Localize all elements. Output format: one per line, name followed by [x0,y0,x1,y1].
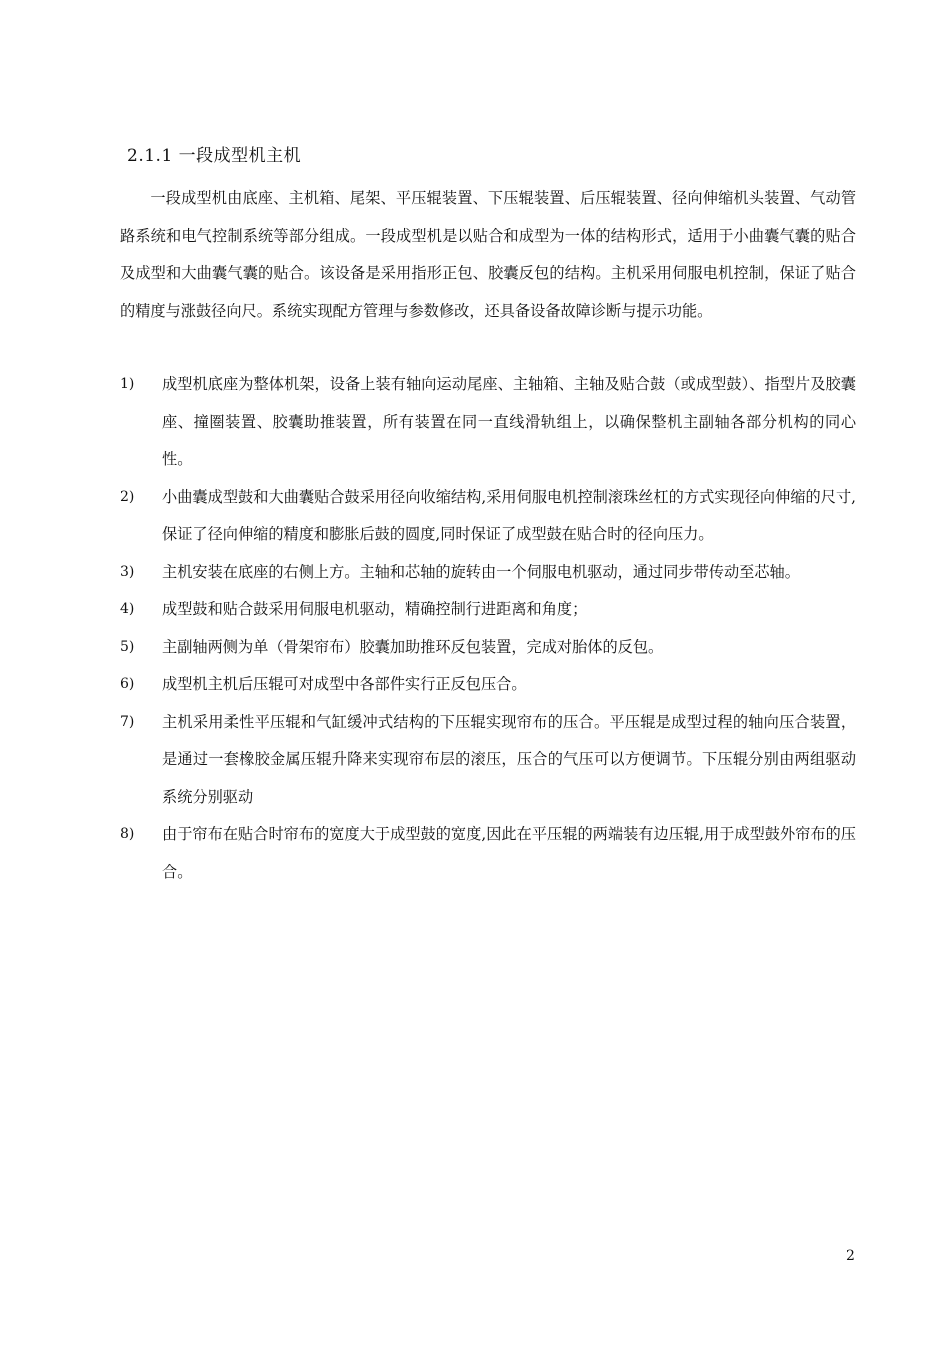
list-item-number: 3) [120,563,135,580]
list-item [120,666,856,704]
list-item-number: 4) [120,601,135,617]
list-item-text: 主副轴两侧为单（骨架帘布）胶囊加助推环反包装置，完成对胎体的反包。 [162,637,664,656]
list-item [120,629,856,667]
list-item [120,591,856,629]
list-item-number: 1) [120,376,135,392]
list-item [120,479,856,554]
list-item [120,704,856,817]
list-item-text: 由于帘布在贴合时帘布的宽度大于成型鼓的宽度,因此在平压辊的两端装有边压辊,用于成型鼓外帘布的压合。 [162,825,856,881]
list-item-text: 小曲囊成型鼓和大曲囊贴合鼓采用径向收缩结构,采用伺服电机控制滚珠丝杠的方式实现径向伸缩的尺寸,保证了径向伸缩的精度和膨胀后鼓的圆度,同时保证了成型鼓在贴合时的径向压力。 [162,487,856,543]
list-item [120,366,856,479]
list-item [120,816,856,891]
list-item-text: 主机采用柔性平压辊和气缸缓冲式结构的下压辊实现帘布的压合。平压辊是成型过程的轴向压合装置，是通过一套橡胶金属压辊升降来实现帘布层的滚压，压合的气压可以方便调节。下压辊分别由两组驱动系统分别驱动 [162,712,856,806]
list-item [120,554,856,592]
page-number: 2 [846,1248,855,1264]
list-item-number: 5) [120,638,135,655]
section-heading: 2.1.1 一段成型机主机 [127,146,302,166]
list-item-number: 8) [120,826,135,842]
list-item-text: 主机安装在底座的右侧上方。主轴和芯轴的旋转由一个伺服电机驱动，通过同步带传动至芯轴。 [162,562,800,581]
feature-list [120,366,856,891]
list-item-number: 2) [120,488,135,505]
list-item-text: 成型鼓和贴合鼓采用伺服电机驱动，精确控制行进距离和角度； [162,600,588,618]
intro-paragraph: 一段成型机由底座、主机箱、尾架、平压辊装置、下压辊装置、后压辊装置、径向伸缩机头装置、气动管路系统和电气控制系统等部分组成。一段成型机是以贴合和成型为一体的结构形式，适用于小曲囊气囊的贴合及成型和大曲囊气囊的贴合。该设备是采用指形正包、胶囊反包的结构。主机采用伺服电机控制，保证了贴合的精度与涨鼓径向尺。系统实现配方管理与参数修改，还具备设备故障诊断与提示功能。 [120,189,856,320]
list-item-number: 6) [120,676,135,692]
list-item-text: 成型机主机后压辊可对成型中各部件实行正反包压合。 [162,675,527,693]
list-item-number: 7) [120,713,135,730]
list-item-text: 成型机底座为整体机架，设备上装有轴向运动尾座、主轴箱、主轴及贴合鼓（或成型鼓）、指型片及胶囊座、撞圈装置、胶囊助推装置，所有装置在同一直线滑轨组上，以确保整机主副轴各部分机构的同心性。 [162,375,856,468]
